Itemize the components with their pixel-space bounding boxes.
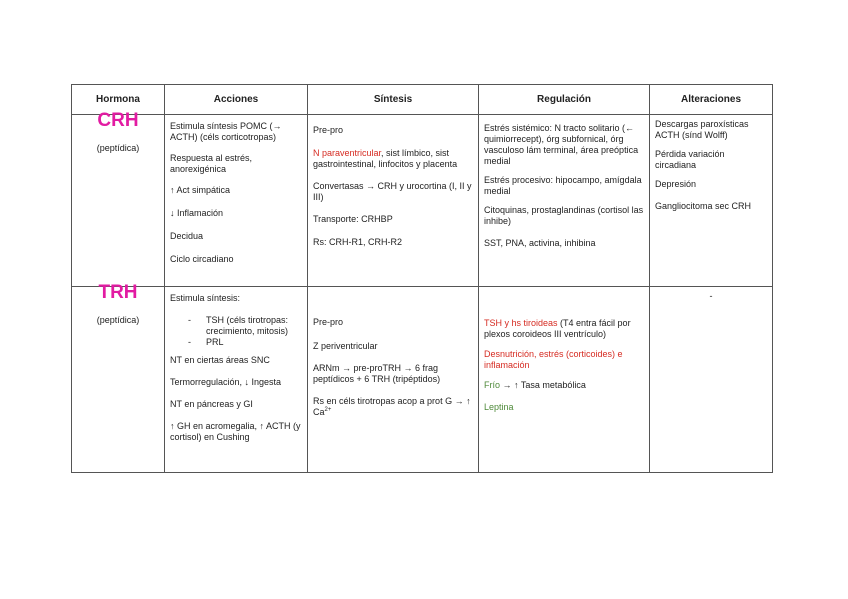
trh-acciones-cell (165, 287, 308, 473)
trh-regulacion-p1-highlight: TSH y hs tiroideas (484, 318, 558, 328)
header-acciones: Acciones (165, 85, 308, 115)
crh-type: (peptídica) (96, 143, 140, 153)
crh-alteracion: Pérdida variación circadiana (655, 149, 725, 170)
trh-regulacion-p1-rest: (T4 entra fácil por plexos coroideos III ventrículo) (484, 318, 631, 339)
crh-accion: Ciclo circadiano (170, 254, 234, 264)
list-item: - PRL (206, 337, 302, 348)
crh-accion: Decidua (170, 231, 204, 241)
trh-name: TRH (98, 282, 138, 303)
trh-accion-intro: Estimula síntesis: (170, 293, 241, 303)
crh-acciones-cell (165, 115, 308, 287)
trh-alteraciones-cell (650, 287, 773, 473)
trh-regulacion-p2: Desnutrición, estrés (corticoides) e inflamación (484, 349, 623, 370)
crh-regulacion-p: Estrés procesivo: hipocampo, amígdala medial (484, 175, 642, 196)
trh-regulacion-cell (479, 287, 650, 473)
crh-sintesis-p3: Convertasas → CRH y urocortina (I, II y III) (313, 181, 472, 202)
header-hormona: Hormona (72, 85, 165, 115)
trh-sintesis-p3: ARNm → pre-proTRH → 6 frag peptídicos + 6 TRH (tripéptidos) (313, 363, 441, 384)
crh-sintesis-cell (308, 115, 479, 287)
crh-sintesis-p2 (313, 148, 473, 170)
calcium-charge: 2+ (324, 407, 332, 413)
trh-sintesis-cell (308, 287, 479, 473)
trh-type: (peptídica) (96, 315, 140, 325)
table-row-trh (72, 287, 773, 473)
hormone-table (71, 84, 773, 473)
trh-sintesis-p4-text: Rs en céls tirotropas acop a prot G → ↑ Ca (313, 396, 471, 417)
crh-alteraciones-cell (650, 115, 773, 287)
trh-accion: ↑ GH en acromegalia, ↑ ACTH (y cortisol) en Cushing (170, 421, 301, 442)
header-alteraciones: Alteraciones (650, 85, 773, 115)
crh-alteracion: Depresión (655, 179, 697, 189)
trh-hormone-cell (72, 282, 165, 473)
trh-regulacion-p4: Leptina (484, 402, 514, 412)
crh-sintesis-p2-highlight: N paraventricular (313, 148, 382, 158)
crh-alteracion: Descargas paroxísticas ACTH (sínd Wolff) (655, 119, 749, 140)
list-item: - TSH (céls tirotropas: crecimiento, mitosis) (206, 315, 302, 337)
trh-regulacion-p3-highlight: Frío (484, 380, 501, 390)
crh-accion: ↑ Act simpática (170, 185, 231, 195)
trh-accion: Termorregulación, ↓ Ingesta (170, 377, 282, 387)
header-sintesis: Síntesis (308, 85, 479, 115)
header-regulacion: Regulación (479, 85, 650, 115)
crh-hormone-cell (72, 110, 165, 287)
crh-name: CRH (97, 110, 139, 131)
trh-sintesis-p4 (313, 396, 473, 418)
table-row-crh (72, 115, 773, 287)
crh-accion: Estimula síntesis POMC (→ ACTH) (céls corticotropas) (170, 121, 282, 142)
crh-sintesis-p4: Transporte: CRHBP (313, 214, 393, 224)
trh-regulacion-p3 (484, 380, 644, 391)
crh-sintesis-p5: Rs: CRH-R1, CRH-R2 (313, 237, 403, 247)
crh-regulacion-p: Estrés sistémico: N tracto solitario (← quimiorrecept), órg subfornical, órg vasculoso lám terminal, área preóptica medial (484, 123, 639, 166)
trh-regulacion-p1 (484, 318, 644, 340)
crh-sintesis-p2-rest: , sist límbico, sist gastrointestinal, linfocitos y placenta (313, 148, 458, 169)
trh-accion: NT en ciertas áreas SNC (170, 355, 270, 365)
trh-sintesis-p2: Z periventricular (313, 341, 378, 351)
crh-alteracion: Gangliocitoma sec CRH (655, 201, 752, 211)
trh-accion: NT en páncreas y GI (170, 399, 253, 409)
trh-accion-sublist (170, 315, 302, 348)
crh-regulacion-cell (479, 115, 650, 287)
crh-accion: Respuesta al estrés, anorexigénica (170, 153, 253, 174)
header-row (72, 85, 773, 115)
trh-regulacion-p3-rest: → ↑ Tasa metabólica (500, 380, 586, 390)
crh-regulacion-p: SST, PNA, activina, inhibina (484, 238, 596, 248)
trh-alteraciones-empty: - (709, 291, 713, 301)
crh-accion: ↓ Inflamación (170, 208, 224, 218)
trh-sintesis-p1: Pre-pro (313, 317, 344, 327)
crh-regulacion-p: Citoquinas, prostaglandinas (cortisol las inhibe) (484, 205, 644, 226)
crh-sintesis-p1: Pre-pro (313, 125, 344, 135)
